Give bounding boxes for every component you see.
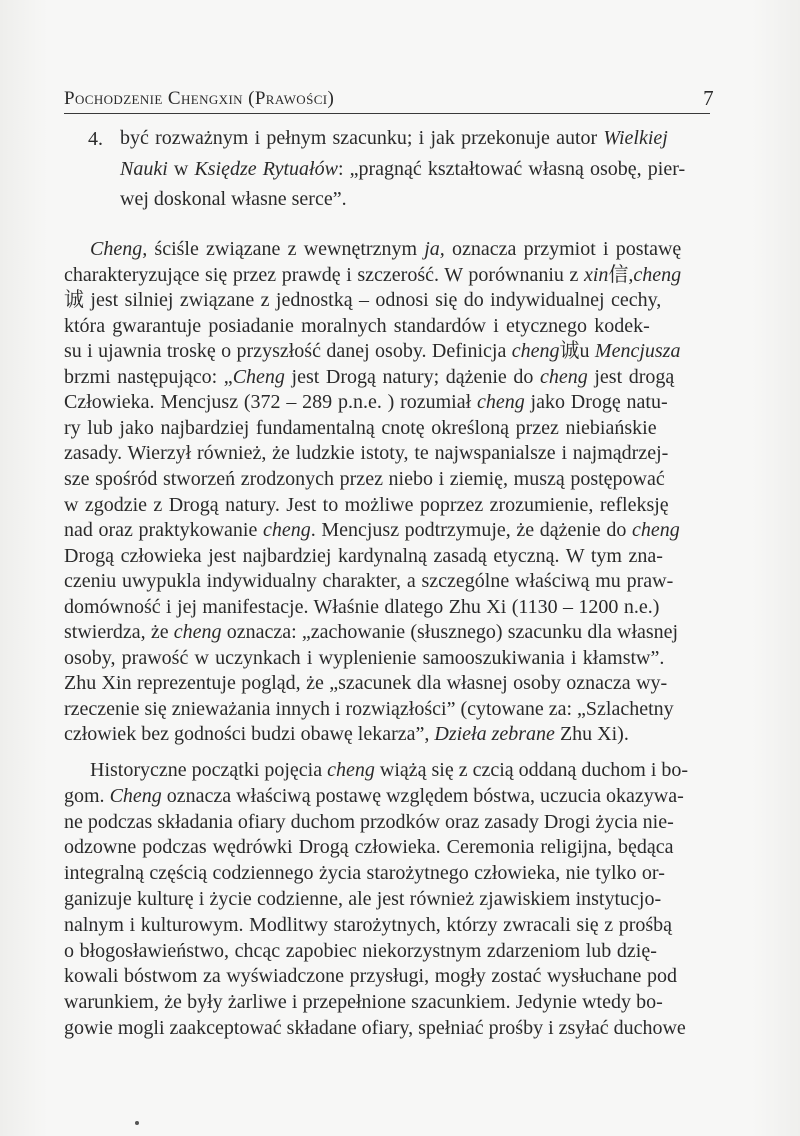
text-line: zasady. Wierzył również, że ludzkie istoty, te najwspanialsze i najmądrzej- [64,442,669,465]
italic-text: cheng [173,621,222,644]
text-line: być rozważnym i pełnym szacunku; i jak przekonuje autor Wielkiej [120,127,668,149]
text-line: ry lub jako najbardziej fundamentalną cnotę określoną przez niebiańskie [64,416,657,439]
italic-text: Cheng [232,365,285,388]
italic-text: Księdze Rytuałów [194,157,338,180]
text-line: Drogą człowieka jest najbardziej kardynalną zasadą etyczną. W tym zna- [64,544,663,567]
running-title: Pochodzenie Chengxin (Prawości) [64,88,335,109]
text-line: odzowne podczas wędrówki Drogą człowieka. Ceremonia religijna, będąca [64,836,674,859]
text-line: stwierdza, że cheng oznacza: „zachowanie (słusznego) szacunku dla własnej [64,621,679,644]
text-line: ne podczas składania ofiary duchom przodków oraz zasady Drogi życia nie- [64,810,674,833]
italic-text: ja, [424,238,445,260]
text-line: kowali bóstwom za wyświadczone przysługi, mogły zostać wysłuchane pod [64,965,677,988]
list-item-number: 4. [88,128,103,150]
italic-text: ,cheng [628,263,682,286]
text-line: Historyczne początki pojęcia cheng wiążą się z czcią oddaną duchom i bo- [90,759,689,781]
italic-text: Cheng [109,784,162,807]
italic-text: Dzieła zebrane [434,723,555,746]
text-line: Zhu Xin reprezentuje pogląd, że „szacunek dla własnej osoby oznacza wy- [64,672,668,695]
text-line: osoby, prawość w uczynkach i wyplenienie samooszukiwania i kłamstw”. [64,646,665,669]
text-line: brzmi następująco: „Cheng jest Drogą natury; dążenie do cheng jest drogą [64,365,675,388]
italic-text: Cheng, [90,238,148,260]
italic-text: cheng [631,519,680,542]
text-line: czeniu uwypukla indywidualny charakter, a szczególne właściwą mu praw- [64,570,674,593]
italic-text: xin [583,263,609,286]
text-line: warunkiem, że były żarliwe i przepełnione szacunkiem. Jedynie wtedy bo- [64,991,663,1014]
text-line: Człowieka. Mencjusz (372 – 289 p.n.e. ) rozumiał cheng jako Drogę natu- [64,391,668,414]
text-line: gowie mogli zaakceptować składane ofiary, spełniać prośby i zsyłać duchowe [64,1017,686,1039]
text-line: ganizuje kulturę i życie codzienne, ale jest również zjawiskiem instytucjo- [64,888,662,910]
print-speck [135,1121,139,1125]
italic-text: cheng [511,340,560,363]
text-line: sze spośród stworzeń zrodzonych przez niebo i ziemię, muszą postępować [64,467,665,490]
text-line: 诚 jest silniej związane z jednostką – odnosi się do indywidualnej cechy, [64,289,662,312]
text-line: su i ujawnia troskę o przyszłość danej osoby. Definicja cheng诚u Mencjusza [64,340,681,363]
text-line: domówność i jej manifestacje. Właśnie dlatego Zhu Xi (1130 – 1200 n.e.) [64,595,660,618]
text-line: Nauki w Księdze Rytuałów: „pragnąć kształtować własną osobę, pier- [120,157,686,180]
text-line: która gwarantuje posiadanie moralnych standardów i etycznego kodek- [64,314,650,337]
text-line: Cheng, ściśle związane z wewnętrznym ja, oznacza przymiot i postawę [90,238,682,260]
text-line: charakteryzujące się przez prawdę i szczerość. W porównaniu z xin信,cheng [64,263,682,286]
text-line: w zgodzie z Drogą natury. Jest to możliwe poprzez zrozumienie, refleksję [64,493,669,516]
text-line: nad oraz praktykowanie cheng. Mencjusz podtrzymuje, że dążenie do cheng [64,519,680,542]
text-line: gom. Cheng oznacza właściwą postawę względem bóstwa, uczucia okazywa- [64,784,684,807]
italic-text: cheng [262,519,311,542]
text-line: wej doskonal własne serce”. [120,188,347,210]
italic-text: Nauki [120,157,168,180]
text-line: człowiek bez godności budzi obawę lekarza”, Dzieła zebrane Zhu Xi). [64,723,629,746]
italic-text: cheng [540,365,588,388]
page-number: 7 [703,86,714,110]
italic-text: cheng [476,391,525,414]
italic-text: cheng [327,759,375,781]
header-rule [64,113,710,114]
italic-text: Mencjusza [594,340,681,363]
text-line: nalnym i kulturowym. Modlitwy starożytnych, którzy zwracali się z prośbą [64,913,673,936]
italic-text: Wielkiej [603,127,668,149]
text-line: rzeczenie się znieważania innych i rozwiązłości” (cytowane za: „Szlachetny [64,697,674,720]
running-header [64,88,714,114]
text-line: o błogosławieństwo, chcąc zapobiec niekorzystnym zdarzeniom lub dzię- [64,939,657,962]
text-line: integralną częścią codziennego życia starożytnego człowieka, nie tylko or- [64,862,665,885]
